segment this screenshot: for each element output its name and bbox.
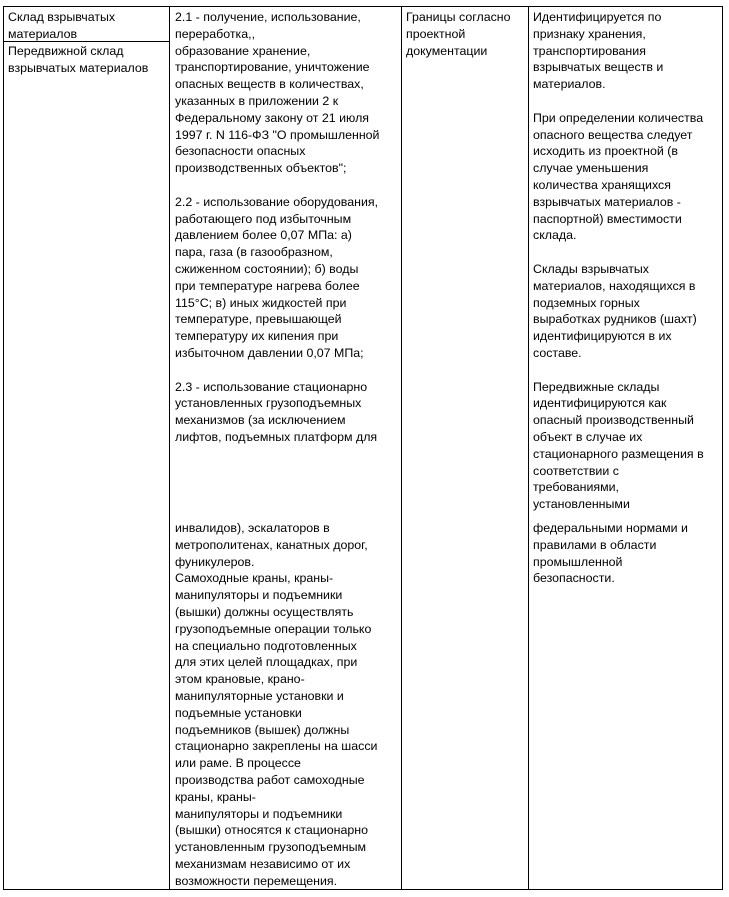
identification-note-2: При определении количества опасного вещества следует исходить из проектной (в случае уменьшения количества хранящихся взрывчатых материалов - паспортной) вместимости склада. (533, 110, 704, 243)
criterion-2-3-continued: инвалидов), эскалаторов в метрополитенах, канатных дорог, фуникулеров. Самоходные краны, краны- манипуляторы и подъемники (вышки) должны осуществлять грузоподъемные операции только на специально подготовленных для этих целей площадках, при этом крановые, крано- манипуляторные установки и подъемные установки подъемников (вышек) должны стационарно закреплены на шасси или раме. В процессе производства работ самоходные краны, краны- манипуляторы и подъемники (вышки) относятся к стационарно установленным грузоподъемным механизмам независимо от их возможности перемещения. (175, 521, 378, 888)
identification-note-4-continued: федеральными нормами и правилами в области промышленной безопасности. (533, 521, 688, 586)
table-left-border (3, 6, 4, 890)
identification-note-4: Передвижные склады идентифицируются как опасный производственный объект в случае их стационарного размещения в соответствии с требованиями, установленными (533, 379, 704, 512)
col2-bottom-cell (175, 520, 399, 890)
col1-row2-cell (8, 43, 166, 77)
object-name-mobile-warehouse: Передвижной склад взрывчатых материалов (8, 44, 149, 75)
col3-cell (406, 9, 526, 59)
col1-col2-divider (169, 6, 170, 890)
table-top-border (3, 6, 723, 7)
boundaries-text: Границы согласно проектной документации (406, 10, 511, 58)
criterion-2-1: 2.1 - получение, использование, переработка,, образование хранение, транспортирование, уничтожение опасных веществ в количествах, указанных в приложении 2 к Федеральному закону от 21 июля 1997 г. N 116-ФЗ "О промышленной безопасности опасных производственных объектов"; (175, 10, 380, 176)
col2-col3-divider (401, 6, 402, 890)
col2-top-cell (175, 9, 399, 446)
identification-note-3: Склады взрывчатых материалов, находящихся в подземных горных выработках рудников (шахт) идентифицируются в их составе. (533, 261, 697, 360)
col4-top-cell (533, 9, 721, 513)
table-right-border (722, 6, 723, 890)
object-name-explosives-warehouse: Склад взрывчатых материалов (8, 10, 116, 41)
col4-bottom-cell (533, 520, 721, 587)
col1-row1-cell (8, 9, 166, 43)
col3-col4-divider (528, 6, 529, 890)
identification-note-1: Идентифицируется по признаку хранения, транспортирования взрывчатых веществ и материалов. (533, 10, 664, 92)
criterion-2-2: 2.2 - использование оборудования, работающего под избыточным давлением более 0,07 МПа: а) пара, газа (в газообразном, сжиженном состоянии); б) воды при температуре нагрева более 115°С; в) иных жидкостей при температуре, превышающей температуру их кипения при избыточном давлении 0,07 МПа; (175, 194, 379, 360)
criterion-2-3: 2.3 - использование стационарно установленных грузоподъемных механизмов (за исключением лифтов, подъемных платформ для (175, 379, 378, 444)
